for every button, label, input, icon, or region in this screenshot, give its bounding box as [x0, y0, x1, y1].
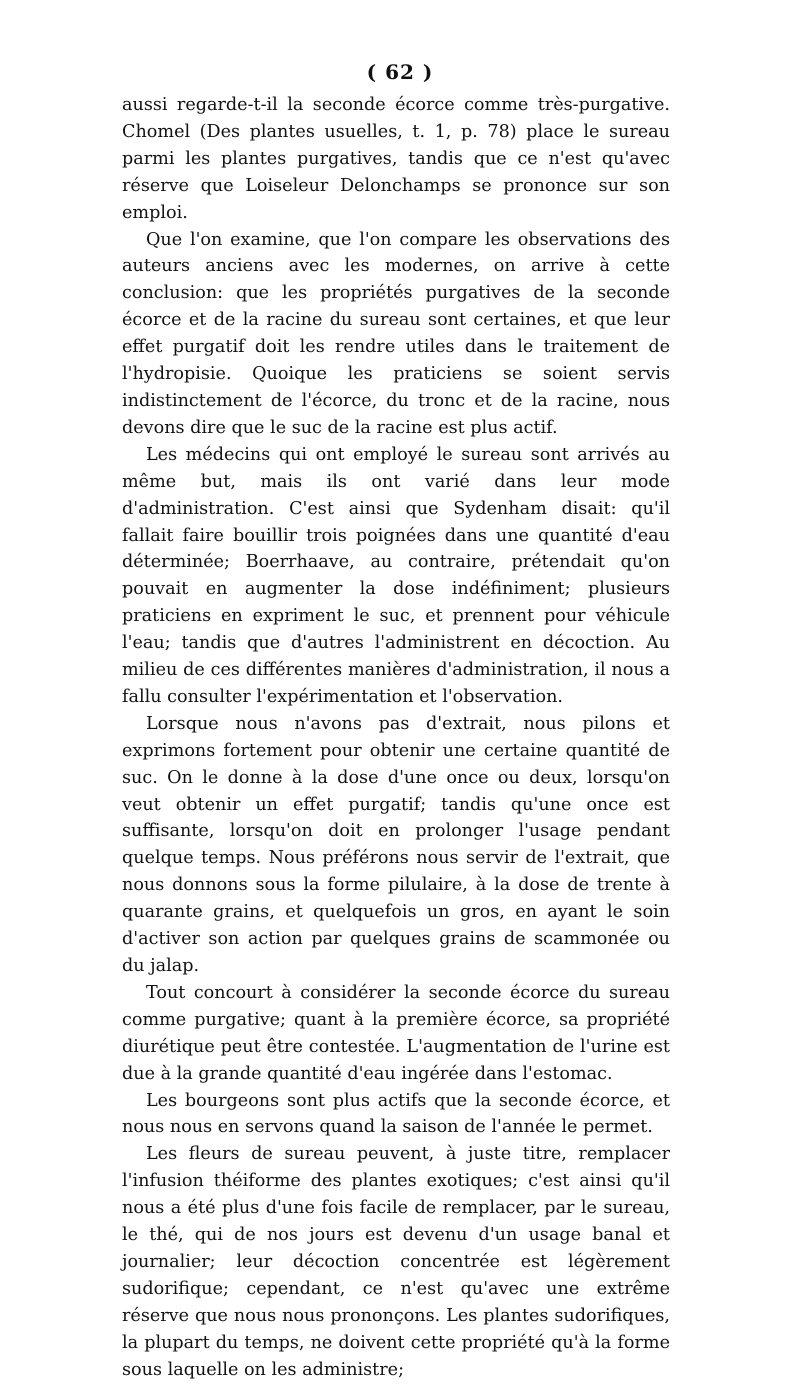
body-text [122, 92, 670, 1384]
paragraph-1: aussi regarde-t-il la seconde écorce comme très-purgative. Chomel (Des plantes usuelles, t. 1, p. 78) place le sureau parmi les plantes purgatives, tandis que ce n'est qu'avec réserve que Loiseleur Delonchamps se prononce sur son emploi. [122, 95, 670, 223]
paragraph-6: Les bourgeons sont plus actifs que la seconde écorce, et nous nous en servons quand la saison de l'année le permet. [122, 1090, 670, 1138]
page-number: ( 62 ) [366, 60, 434, 84]
paragraph-3: Les médecins qui ont employé le sureau sont arrivés au même but, mais ils ont varié dans leur mode d'administration. C'est ainsi que Sydenham disait: qu'il fallait faire bouillir trois poignées dans une quantité d'eau déterminée; Boerrhaave, au contraire, prétendait qu'on pouvait en augmenter la dose indéfiniment; plusieurs praticiens en expriment le suc, et prennent pour véhicule l'eau; tandis que d'autres l'administrent en décoction. Au milieu de ces différentes manières d'administration, il nous a fallu consulter l'expérimentation et l'observation. [122, 444, 670, 707]
paragraph-2: Que l'on examine, que l'on compare les observations des auteurs anciens avec les modernes, on arrive à cette conclusion: que les propriétés purgatives de la seconde écorce et de la racine du sureau sont certaines, et que leur effet purgatif doit les rendre utiles dans le traitement de l'hydropisie. Quoique les praticiens se soient servis indistinctement de l'écorce, du tronc et de la racine, nous devons dire que le suc de la racine est plus actif. [122, 229, 670, 438]
paragraph-4: Lorsque nous n'avons pas d'extrait, nous pilons et exprimons fortement pour obtenir une certaine quantité de suc. On le donne à la dose d'une once ou deux, lorsqu'on veut obtenir un effet purgatif; tandis qu'une once est suffisante, lorsqu'on doit en prolonger l'usage pendant quelque temps. Nous préférons nous servir de l'extrait, que nous donnons sous la forme pilulaire, à la dose de trente à quarante grains, et quelquefois un gros, en ayant le soin d'activer son action par quelques grains de scammonée ou du jalap. [122, 713, 670, 976]
paragraph-5: Tout concourt à considérer la seconde écorce du sureau comme purgative; quant à la première écorce, sa propriété diurétique peut être contestée. L'augmentation de l'urine est due à la grande quantité d'eau ingérée dans l'estomac. [122, 982, 670, 1084]
paragraph-7: Les fleurs de sureau peuvent, à juste titre, remplacer l'infusion théiforme des plantes exotiques; c'est ainsi qu'il nous a été plus d'une fois facile de remplacer, par le sureau, le thé, qui de nos jours est devenu d'un usage banal et journalier; leur décoction concentrée est légèrement sudorifique; cependant, ce n'est qu'avec une extrême réserve que nous nous prononçons. Les plantes sudorifiques, la plupart du temps, ne doivent cette propriété qu'à la forme sous laquelle on les administre; [122, 1144, 670, 1380]
